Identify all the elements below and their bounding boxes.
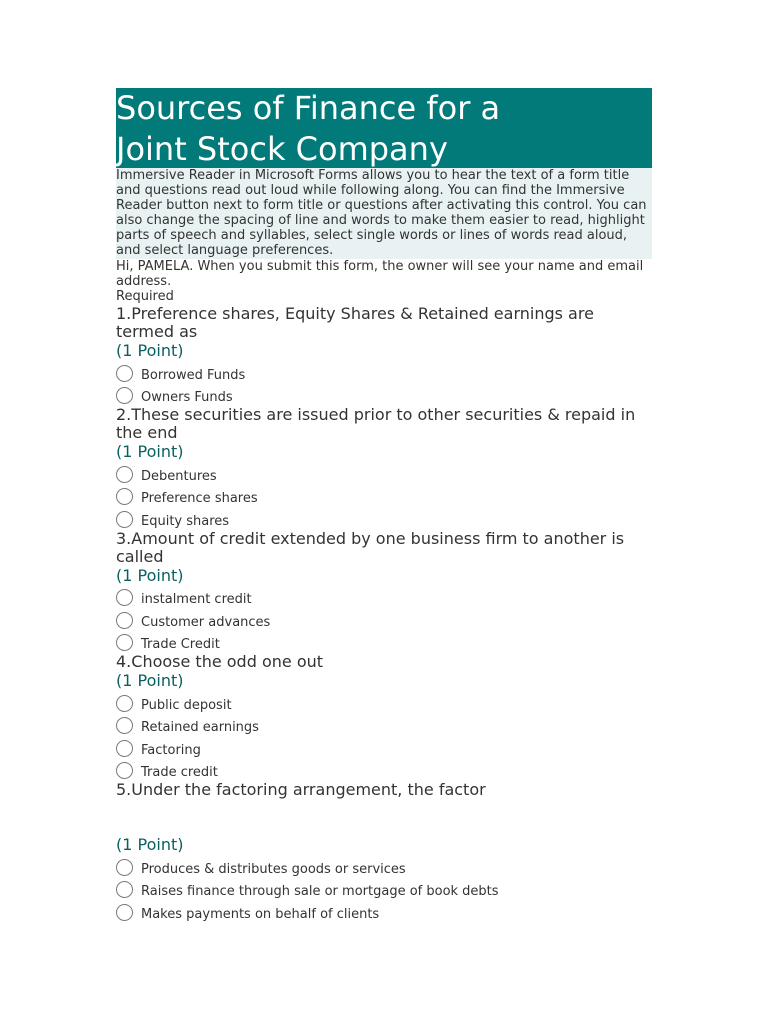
option-instalment-credit[interactable] [116, 585, 652, 608]
question-4 [116, 653, 652, 780]
option-label: Customer advances [141, 614, 271, 630]
question-title: 5.Under the factoring arrangement, the factor [116, 780, 486, 799]
question-title: 3.Amount of credit extended by one business firm to another is called [116, 528, 625, 566]
option-label: Raises finance through sale or mortgage of book debts [141, 884, 499, 899]
option-factoring[interactable] [116, 735, 652, 758]
radio-button[interactable] [116, 488, 133, 505]
option-label: Factoring [141, 742, 201, 758]
question-1 [116, 305, 652, 405]
option-label: Debentures [141, 468, 217, 484]
option-raises-finance[interactable] [116, 877, 652, 900]
option-label: Preference shares [141, 491, 258, 506]
option-debentures[interactable] [116, 461, 652, 484]
option-retained-earnings[interactable] [116, 713, 652, 736]
points-label: (1 Point) [116, 835, 184, 854]
radio-button[interactable] [116, 589, 133, 606]
form-page [116, 88, 652, 922]
radio-button[interactable] [116, 904, 133, 921]
option-produces-distributes[interactable] [116, 854, 652, 877]
required-label: Required [116, 289, 174, 304]
option-public-deposit[interactable] [116, 690, 652, 713]
option-label: Public deposit [141, 697, 232, 713]
radio-button[interactable] [116, 859, 133, 876]
option-label: Borrowed Funds [141, 367, 246, 383]
question-2 [116, 406, 652, 529]
radio-button[interactable] [116, 881, 133, 898]
radio-button[interactable] [116, 634, 133, 651]
form-title: Sources of Finance for a Joint Stock Company [116, 88, 652, 168]
radio-button[interactable] [116, 365, 133, 382]
option-trade-credit[interactable] [116, 630, 652, 653]
radio-button[interactable] [116, 717, 133, 734]
points-label: (1 Point) [116, 671, 184, 690]
radio-button[interactable] [116, 466, 133, 483]
question-5 [116, 781, 652, 922]
radio-button[interactable] [116, 762, 133, 779]
points-label: (1 Point) [116, 565, 184, 585]
spacer [116, 799, 652, 835]
radio-button[interactable] [116, 612, 133, 629]
option-makes-payments[interactable] [116, 899, 652, 922]
radio-button[interactable] [116, 511, 133, 528]
option-label: instalment credit [141, 592, 252, 607]
option-customer-advances[interactable] [116, 607, 652, 630]
option-equity-shares[interactable] [116, 506, 652, 529]
option-label: Trade credit [141, 765, 218, 780]
radio-button[interactable] [116, 740, 133, 757]
owner-note: Hi, PAMELA. When you submit this form, the owner will see your name and email address. [116, 259, 644, 289]
option-trade-credit[interactable] [116, 758, 652, 781]
radio-button[interactable] [116, 695, 133, 712]
option-label: Trade Credit [141, 637, 220, 652]
option-owners-funds[interactable] [116, 383, 652, 406]
option-label: Equity shares [141, 513, 230, 529]
question-3 [116, 530, 652, 653]
radio-button[interactable] [116, 387, 133, 404]
option-label: Retained earnings [141, 720, 259, 735]
immersive-reader-info: Immersive Reader in Microsoft Forms allows you to hear the text of a form title and questions read out loud while following along. You can find the Immersive Reader button next to form title or questions after activating this control. You can also change the spacing of line and words to make them easier to read, highlight parts of speech and syllables, select single words or lines of words read aloud, and select language preferences. [116, 168, 652, 259]
option-borrowed-funds[interactable] [116, 360, 652, 383]
option-label: Produces & distributes goods or services [141, 861, 406, 877]
option-label: Owners Funds [141, 390, 233, 405]
points-label: (1 Point) [116, 341, 184, 360]
question-title: 4.Choose the odd one out [116, 652, 324, 671]
question-title: 2.These securities are issued prior to other securities & repaid in the end [116, 405, 636, 442]
option-label: Makes payments on behalf of clients [141, 906, 380, 922]
question-title: 1.Preference shares, Equity Shares & Retained earnings are termed as [116, 304, 594, 341]
points-label: (1 Point) [116, 442, 184, 461]
option-preference-shares[interactable] [116, 484, 652, 507]
